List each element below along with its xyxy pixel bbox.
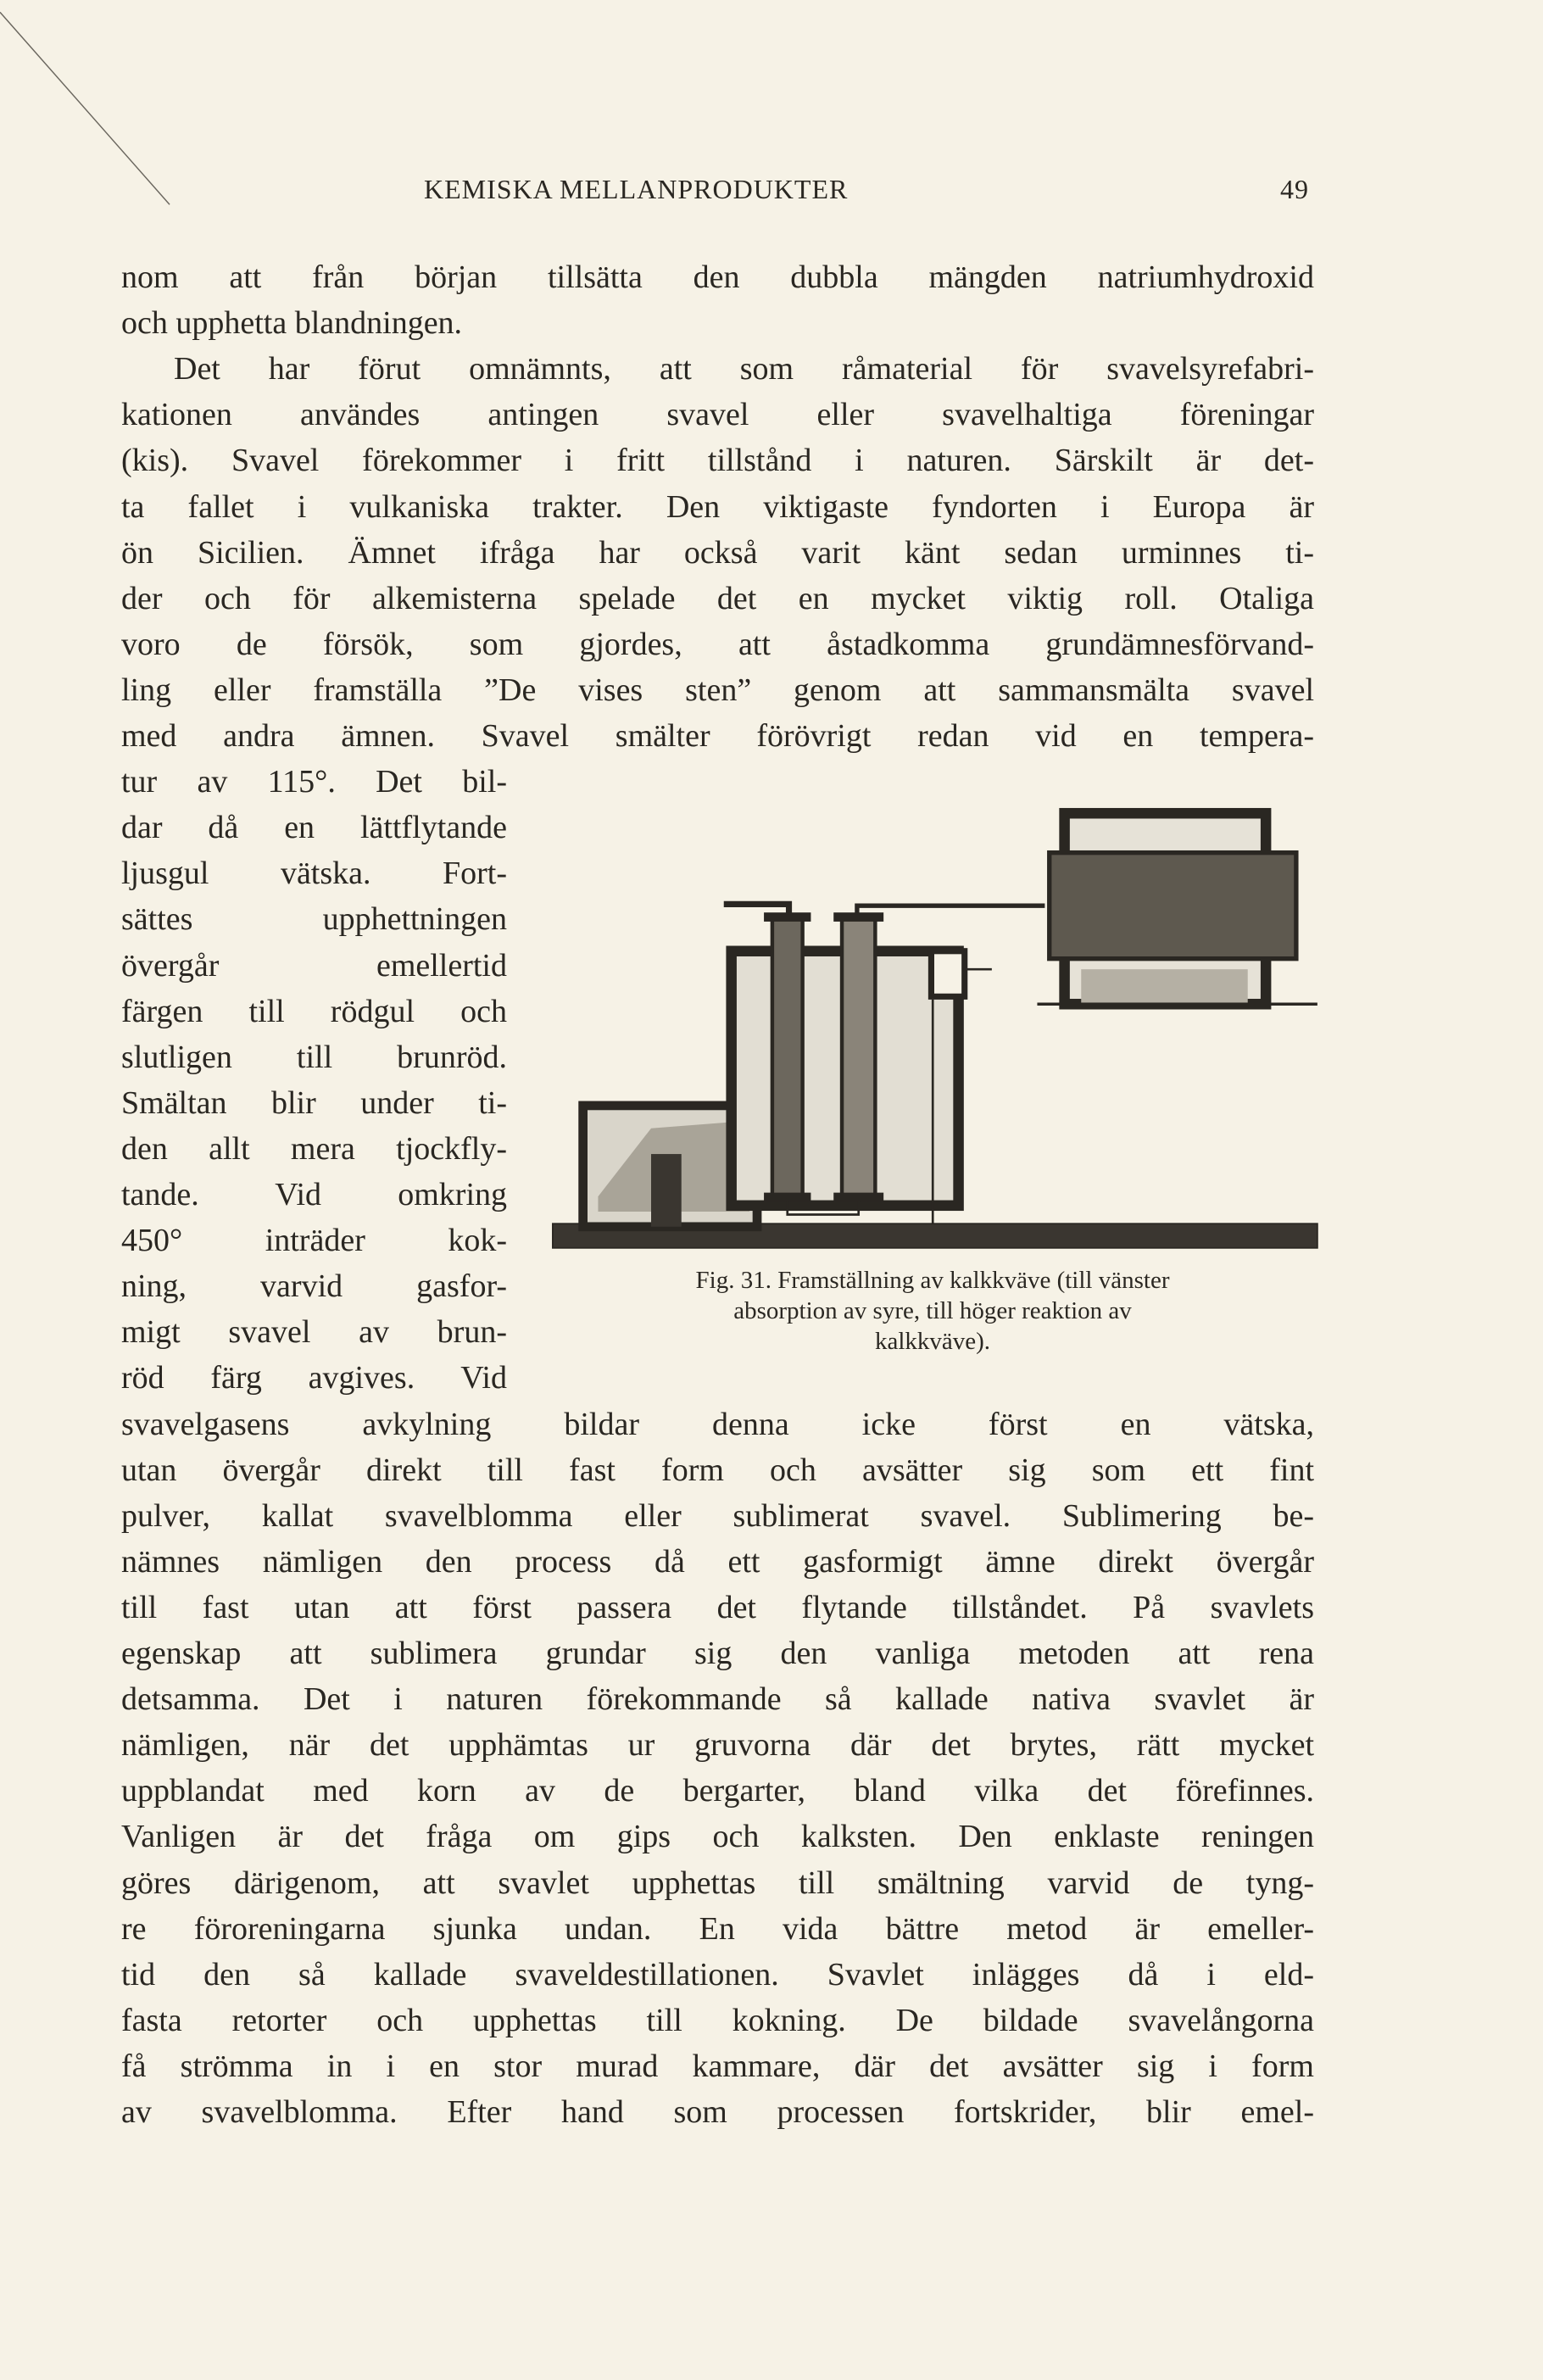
text-line: Vanligen är det fråga om gips och kalksten. Den enklaste reningen — [121, 1819, 1314, 1855]
text-line: 450° inträder kok- — [121, 1223, 507, 1259]
caption-line: absorption av syre, till höger reaktion av — [733, 1297, 1132, 1324]
text-line: sättes upphettningen — [121, 901, 507, 938]
text-line: ling eller framställa ”De vises sten” genom att sammansmälta svavel — [121, 672, 1314, 708]
text-line: der och för alkemisterna spelade det en mycket viktig roll. Otaliga — [121, 580, 1314, 616]
absorption-apparatus — [553, 904, 1317, 1247]
text-line: ning, varvid gasfor- — [121, 1268, 507, 1305]
text-line: (kis). Svavel förekommer i fritt tillstånd i naturen. Särskilt är det- — [121, 443, 1314, 479]
text-line: kationen användes antingen svavel eller svavelhaltiga föreningar — [121, 397, 1314, 433]
text-line: ta fallet i vulkaniska trakter. Den viktigaste fyndorten i Europa är — [121, 488, 1314, 525]
scan-edge-line — [0, 12, 170, 204]
text-line: voro de försök, som gjordes, att åstadkomma grundämnesförvand- — [121, 626, 1314, 662]
text-line: slutligen till brunröd. — [121, 1039, 507, 1075]
text-line: re föroreningarna sjunka undan. En vida bättre metod är emeller- — [121, 1910, 1314, 1947]
text-line: få strömma in i en stor murad kammare, där det avsätter sig i form — [121, 2048, 1314, 2084]
reaction-furnace — [1037, 813, 1317, 1004]
text-line: migt svavel av brun- — [121, 1314, 507, 1351]
text-line: ljusgul vätska. Fort- — [121, 856, 507, 892]
text-line: pulver, kallat svavelblomma eller sublimerat svavel. Sublimering be- — [121, 1497, 1314, 1534]
text-line: detsamma. Det i naturen förekommande så kallade nativa svavlet är — [121, 1681, 1314, 1718]
right-tube — [842, 917, 875, 1196]
text-line: övergår emellertid — [121, 947, 507, 984]
text-line: nämnes nämligen den process då ett gasformigt ämne direkt övergår — [121, 1543, 1314, 1580]
text-line: uppblandat med korn av de bergarter, bland vilka det förefinnes. — [121, 1773, 1314, 1809]
text-line: och upphetta blandningen. — [121, 305, 463, 342]
text-line: tid den så kallade svaveldestillationen. Svavlet inlägges då i eld- — [121, 1956, 1314, 1993]
left-tube — [772, 917, 803, 1196]
text-line: dar då en lättflytande — [121, 810, 507, 846]
caption-line: Fig. 31. Framställning av kalkkväve (till vänster — [695, 1267, 1170, 1294]
text-line: tande. Vid omkring — [121, 1177, 507, 1212]
running-header: KEMISKA MELLANPRODUKTER — [424, 174, 849, 204]
tower-box — [732, 951, 959, 1206]
text-line: Det har förut omnämnts, att som råmaterial för svavelsyrefabri- — [174, 351, 1314, 387]
caption-line: kalkkväve). — [874, 1328, 991, 1355]
text-line: svavelgasens avkylning bildar denna icke först en vätska, — [121, 1406, 1314, 1442]
page-number: 49 — [1280, 174, 1309, 204]
text-line: med andra ämnen. Svavel smälter förövrigt redan vid en tempera- — [121, 718, 1314, 754]
ground-slab — [553, 1223, 1317, 1248]
text-line: röd färg avgives. Vid — [121, 1360, 507, 1396]
text-line: utan övergår direkt till fast form och avsätter sig som ett fint — [121, 1452, 1314, 1488]
text-line: fasta retorter och upphettas till kokning. De bildade svavelångorna — [121, 2002, 1314, 2038]
retort-cylinder — [1050, 853, 1296, 959]
text-line: ön Sicilien. Ämnet ifråga har också varit känt sedan urminnes ti- — [121, 534, 1314, 571]
text-line: nom att från början tillsätta den dubbla mängden natriumhydroxid — [121, 259, 1314, 295]
lower-furnace-box — [583, 1106, 757, 1227]
text-line: tur av 115°. Det bil- — [121, 764, 507, 800]
text-line: nämligen, när det upphämtas ur gruvorna där det brytes, rätt mycket — [121, 1727, 1314, 1764]
text-line: göres därigenom, att svavlet upphettas till smältning varvid de tyng- — [121, 1864, 1314, 1901]
text-line: den allt mera tjockfly- — [121, 1130, 507, 1167]
text-line: egenskap att sublimera grundar sig den vanliga metoden att rena — [121, 1636, 1314, 1671]
text-line: färgen till rödgul och — [121, 993, 507, 1029]
text-line: till fast utan att först passera det flytande tillståndet. På svavlets — [121, 1589, 1314, 1625]
text-line: Smältan blir under ti- — [121, 1084, 507, 1121]
text-line: av svavelblomma. Efter hand som processen fortskrider, blir emel- — [121, 2094, 1314, 2130]
